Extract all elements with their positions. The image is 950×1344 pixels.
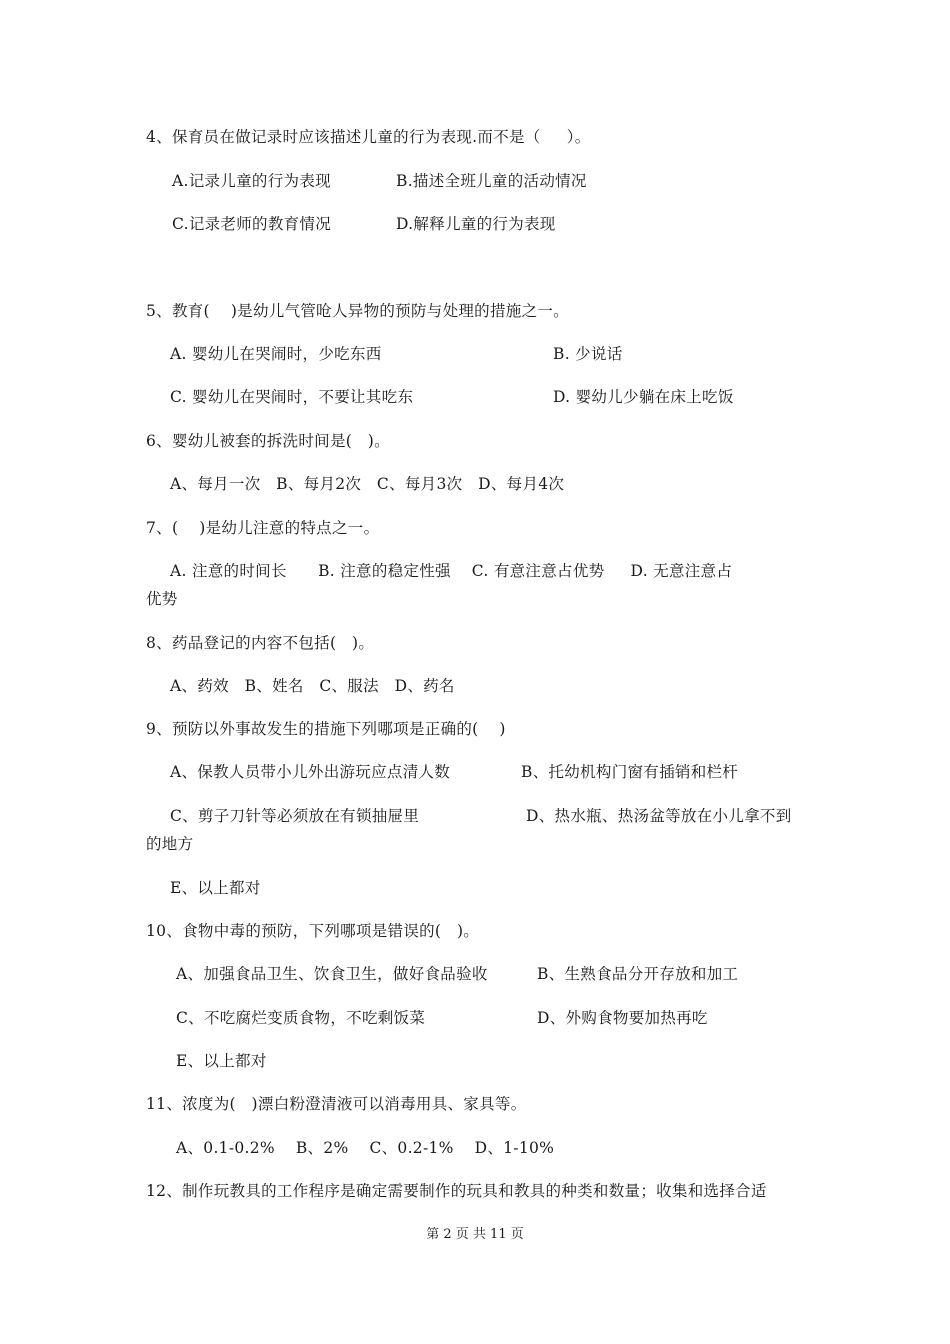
question-7-continuation: 优势 [146, 590, 178, 608]
question-9-stem: 9、预防以外事故发生的措施下列哪项是正确的( ) [146, 720, 506, 738]
question-4-option-d: D.解释儿童的行为表现 [396, 215, 556, 233]
question-10-option-b: B、生熟食品分开存放和加工 [537, 965, 739, 983]
question-5-stem: 5、教育( )是幼儿气管呛人异物的预防与处理的措施之一。 [146, 302, 569, 320]
question-10-option-d: D、外购食物要加热再吃 [537, 1009, 708, 1027]
question-4-option-a: A.记录儿童的行为表现 [172, 172, 331, 190]
question-10-option-c: C、不吃腐烂变质食物，不吃剩饭菜 [176, 1009, 426, 1027]
question-10-stem: 10、食物中毒的预防，下列哪项是错误的( )。 [146, 922, 480, 940]
question-4-option-c: C.记录老师的教育情况 [172, 215, 332, 233]
question-8-options: A、药效 B、姓名 C、服法 D、药名 [170, 677, 455, 695]
question-12-stem: 12、制作玩教具的工作程序是确定需要制作的玩具和教具的种类和数量；收集和选择合适 [146, 1182, 767, 1200]
question-9-continuation: 的地方 [146, 835, 194, 853]
question-5-option-a: A. 婴幼儿在哭闹时，少吃东西 [170, 345, 382, 363]
question-11-options: A、0.1-0.2% B、2% C、0.2-1% D、1-10% [176, 1139, 555, 1157]
question-10-option-a: A、加强食品卫生、饮食卫生，做好食品验收 [176, 965, 488, 983]
question-6-stem: 6、婴幼儿被套的拆洗时间是( )。 [146, 432, 390, 450]
question-8-stem: 8、药品登记的内容不包括( )。 [146, 634, 375, 652]
question-5-option-d: D. 婴幼儿少躺在床上吃饭 [553, 388, 734, 406]
question-9-option-e: E、以上都对 [170, 879, 261, 897]
question-10-option-e: E、以上都对 [176, 1052, 267, 1070]
question-9-option-c: C、剪子刀针等必须放在有锁抽屉里 [170, 807, 420, 825]
question-7-stem: 7、( )是幼儿注意的特点之一。 [146, 519, 380, 537]
question-11-stem: 11、浓度为( )漂白粉澄清液可以消毒用具、家具等。 [146, 1095, 527, 1113]
question-9-option-b: B、托幼机构门窗有插销和栏杆 [521, 763, 739, 781]
question-7-options: A. 注意的时间长 B. 注意的稳定性强 C. 有意注意占优势 D. 无意注意占 [170, 562, 733, 580]
question-5-option-b: B. 少说话 [553, 345, 623, 363]
question-9-option-d: D、热水瓶、热汤盆等放在小儿拿不到 [526, 807, 792, 825]
question-4-option-b: B.描述全班儿童的活动情况 [396, 172, 587, 190]
page-footer: 第 2 页 共 11 页 [426, 1227, 524, 1242]
question-6-options: A、每月一次 B、每月2次 C、每月3次 D、每月4次 [170, 475, 565, 493]
question-5-option-c: C. 婴幼儿在哭闹时，不要让其吃东 [170, 388, 414, 406]
question-4-stem: 4、保育员在做记录时应该描述儿童的行为表现.而不是（ ）。 [146, 128, 591, 146]
question-9-option-a: A、保教人员带小儿外出游玩应点清人数 [170, 763, 451, 781]
